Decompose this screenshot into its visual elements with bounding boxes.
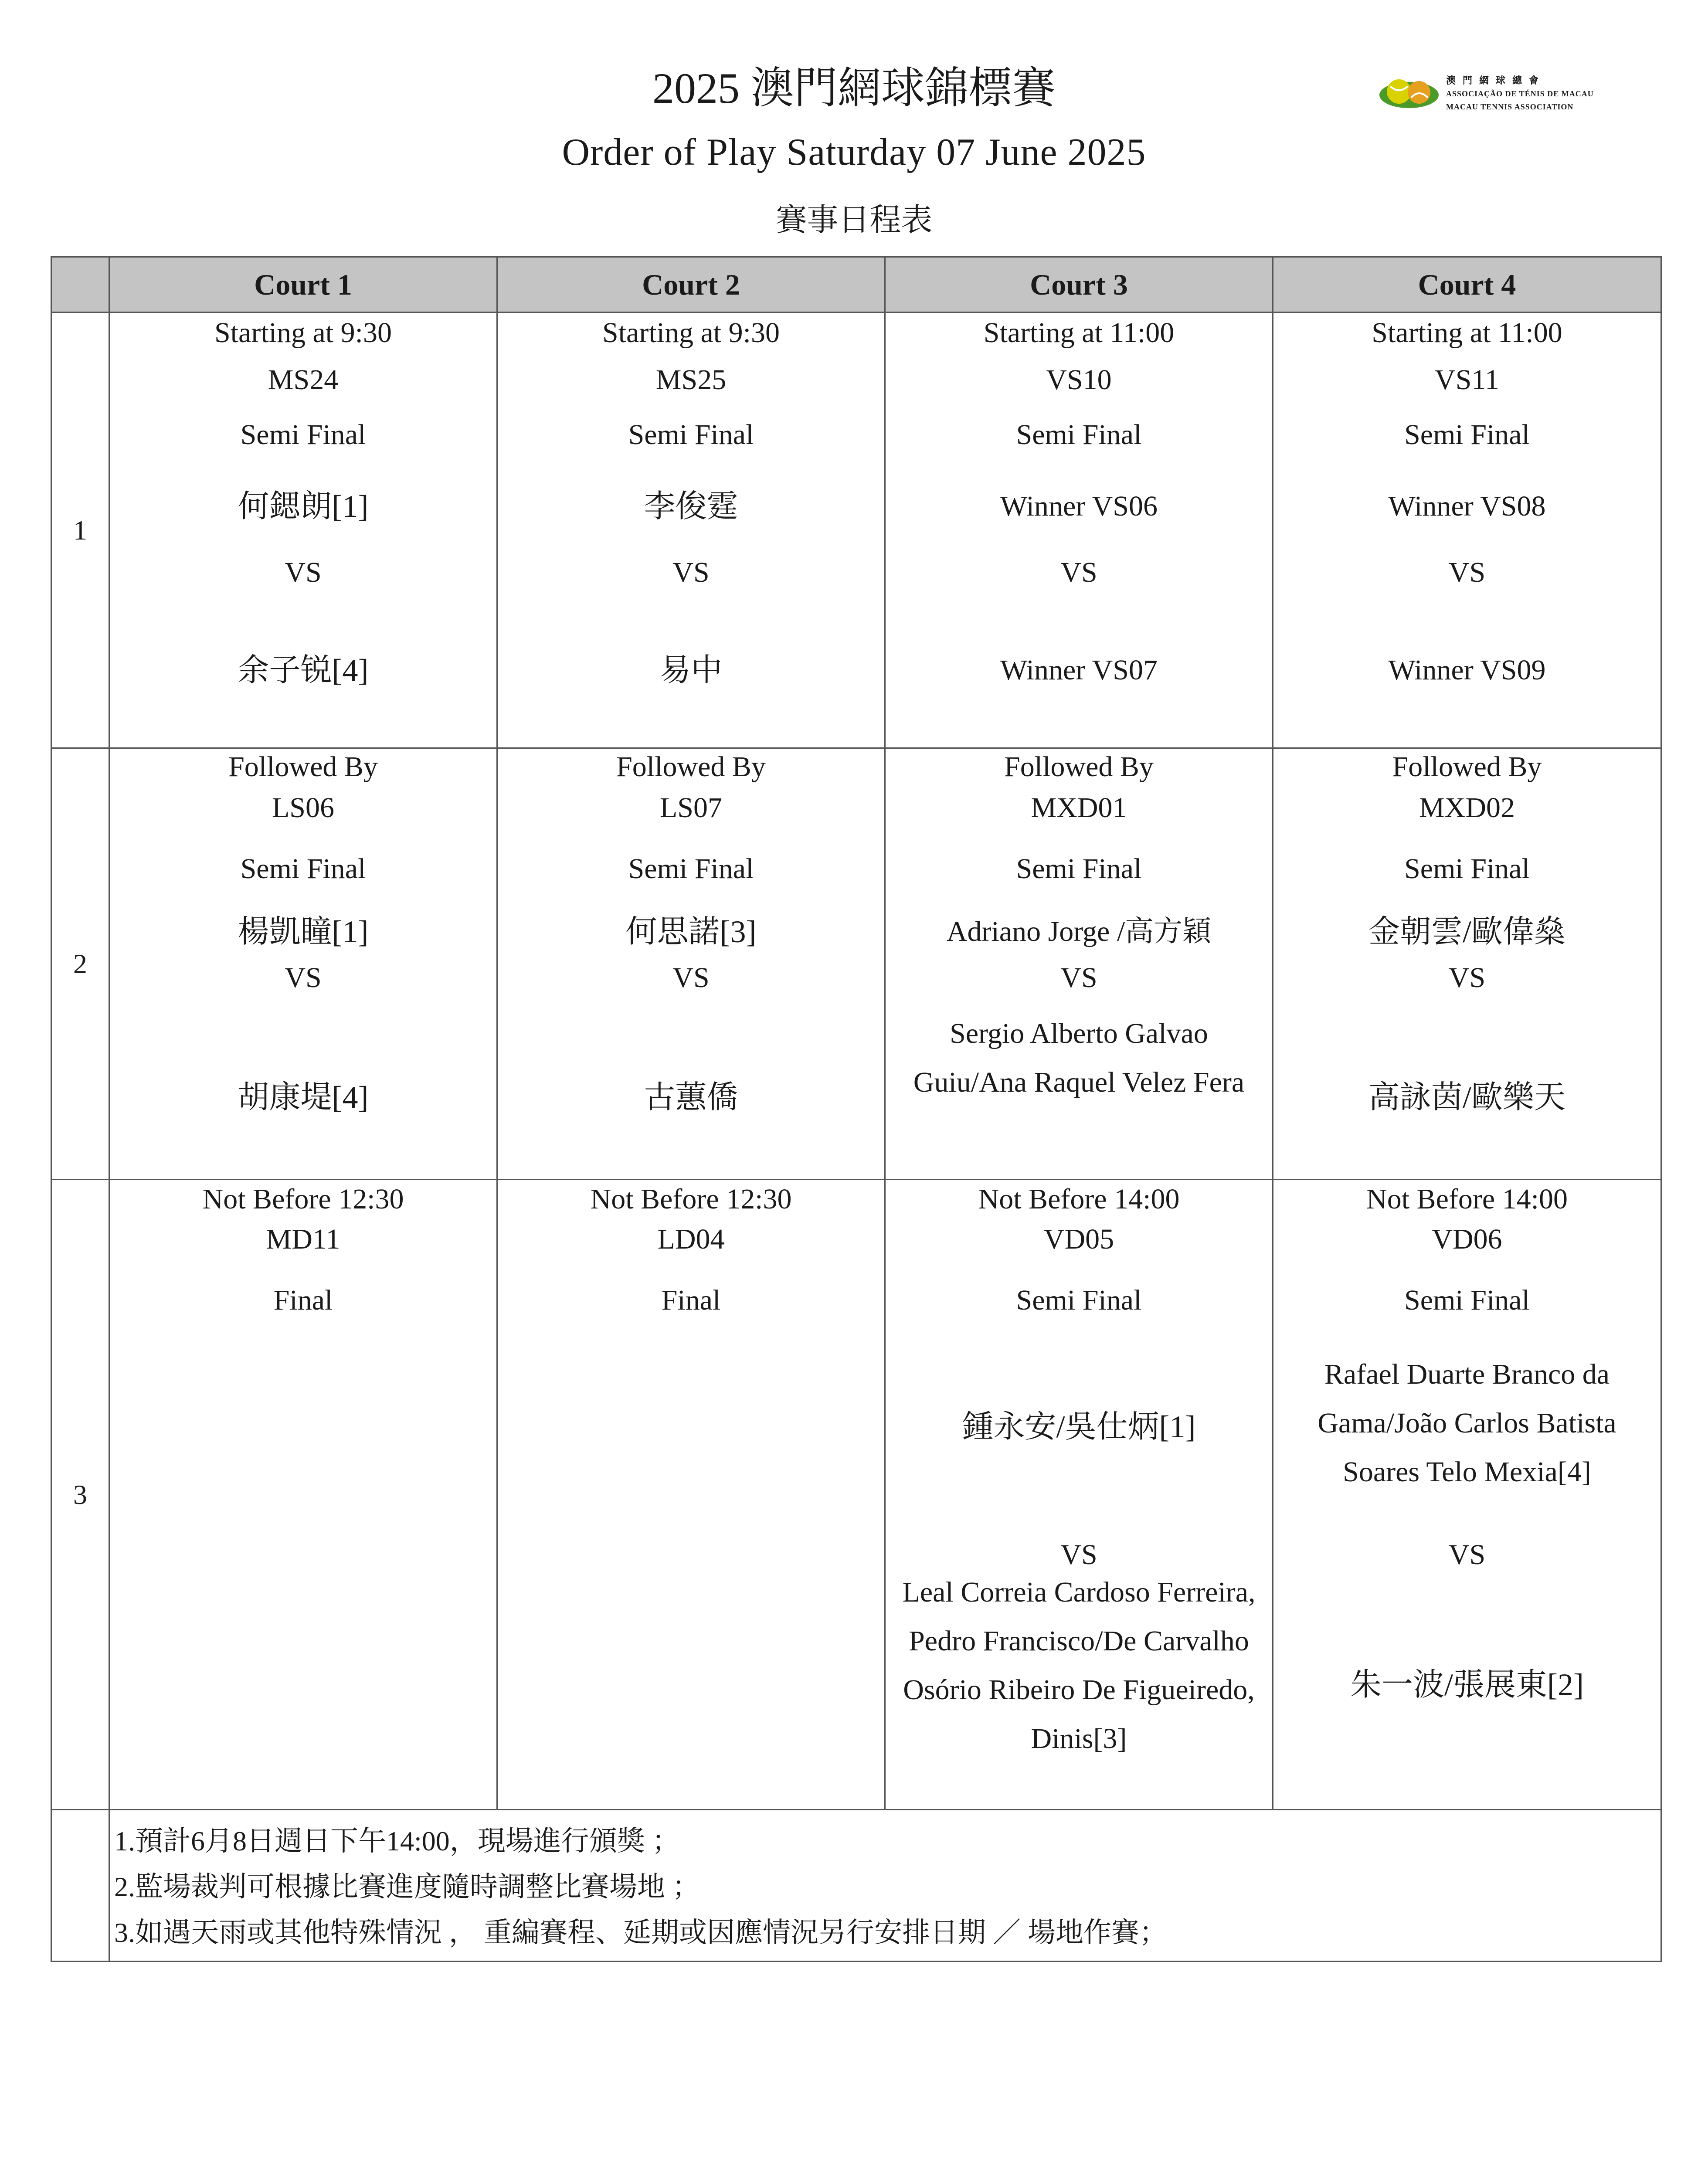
match-timing: Followed By (1004, 751, 1154, 783)
match-round: Semi Final (240, 853, 366, 885)
row-label: 2 (51, 748, 109, 1180)
match-code: MS25 (655, 364, 727, 396)
match-cell-r3-c2 (497, 1180, 885, 1810)
association-logo (1376, 70, 1620, 118)
court-header-row (51, 257, 1661, 312)
match-round: Semi Final (1016, 853, 1142, 885)
match-code: VS10 (1046, 364, 1112, 396)
match-code: LS07 (659, 792, 723, 824)
match-cell-r2-c2 (497, 748, 885, 1180)
note-item: 1.預計6月8日週日下午14:00，現場進行頒獎 ； (114, 1826, 680, 1857)
match-round: Semi Final (1404, 419, 1530, 451)
match-cell-r2-c1 (109, 748, 497, 1180)
match-cell-r1-c2 (497, 312, 885, 748)
player-1: 鍾永安/吳仕炳[1] (962, 1409, 1196, 1444)
match-round: Semi Final (628, 419, 754, 451)
row-label: 3 (51, 1180, 109, 1810)
title-order-of-play: Order of Play Saturday 07 June 2025 (562, 131, 1146, 173)
player-2: 高詠茵/歐樂天 (1368, 1080, 1565, 1115)
versus-label: VS (1448, 962, 1486, 994)
versus-label: VS (672, 962, 710, 994)
player-2: 胡康堤[4] (238, 1080, 369, 1115)
versus-label: VS (1060, 1539, 1097, 1571)
player-2: Winner VS09 (1388, 654, 1546, 686)
player-1: Rafael Duarte Branco da Gama/João Carlos Batista Soares Telo Mexia[4] (1318, 1358, 1616, 1488)
match-row-2 (51, 748, 1661, 1180)
match-round: Semi Final (1016, 419, 1142, 451)
match-code: MXD02 (1419, 792, 1515, 824)
notes-label-cell (51, 1810, 109, 1962)
versus-label: VS (1448, 557, 1486, 588)
match-timing: Followed By (228, 751, 378, 783)
match-code: MXD01 (1031, 792, 1127, 824)
court-1-header: Court 1 (109, 257, 497, 312)
match-code: LD04 (657, 1223, 725, 1255)
player-1: 何鍶朗[1] (238, 489, 369, 524)
match-timing: Starting at 9:30 (602, 317, 780, 349)
player-1: Adriano Jorge /高方穎 (946, 916, 1212, 947)
match-round: Semi Final (628, 853, 754, 885)
tennis-ball-logo-icon (1376, 73, 1442, 112)
order-of-play-table (51, 256, 1662, 1962)
player-2: 古蕙僑 (644, 1080, 738, 1115)
player-2: Sergio Alberto Galvao Guiu/Ana Raquel Velez Fera (913, 1018, 1245, 1098)
player-1: 楊凱瞳[1] (238, 914, 369, 949)
match-round: Final (661, 1284, 721, 1316)
player-1: 金朝雲/歐偉燊 (1368, 914, 1565, 949)
match-timing: Starting at 9:30 (214, 317, 392, 349)
versus-label: VS (672, 557, 710, 588)
player-1: 何思諾[3] (625, 914, 757, 949)
match-cell-r2-c4 (1273, 748, 1661, 1180)
logo-name-zh: 澳門網球總會 (1446, 75, 1546, 86)
title-chinese: 2025 澳門網球錦標賽 (652, 64, 1056, 112)
player-1: Winner VS08 (1388, 490, 1546, 522)
note-item: 3.如遇天雨或其他特殊情況 ， 重編賽程、延期或因應情況另行安排日期 ／ 場地作賽； (114, 1917, 1167, 1948)
match-cell-r2-c3 (885, 748, 1273, 1180)
match-timing: Not Before 12:30 (202, 1183, 404, 1215)
match-row-1 (51, 312, 1661, 748)
match-code: VS11 (1435, 364, 1499, 396)
versus-label: VS (285, 962, 322, 994)
match-timing: Not Before 12:30 (590, 1183, 792, 1215)
match-timing: Not Before 14:00 (978, 1183, 1180, 1215)
match-timing: Starting at 11:00 (983, 317, 1175, 349)
versus-label: VS (1060, 557, 1097, 588)
match-cell-r3-c1 (109, 1180, 497, 1810)
match-row-3 (51, 1180, 1661, 1810)
notes-cell (109, 1810, 1661, 1962)
match-round: Semi Final (1404, 853, 1530, 885)
court-4-header: Court 4 (1273, 257, 1661, 312)
match-code: VD05 (1043, 1223, 1114, 1255)
match-cell-r1-c1 (109, 312, 497, 748)
match-round: Semi Final (1404, 1284, 1530, 1316)
player-2: 易中 (659, 653, 723, 688)
player-2: 余子锐[4] (238, 653, 369, 688)
logo-text (1446, 74, 1620, 113)
player-2: 朱一波/張展東[2] (1350, 1667, 1584, 1702)
match-round: Final (273, 1284, 333, 1316)
player-2: Winner VS07 (1000, 654, 1158, 686)
note-item: 2.監場裁判可根據比賽進度隨時調整比賽場地 ； (114, 1871, 700, 1902)
versus-label: VS (1448, 1539, 1486, 1571)
notes-row (51, 1810, 1661, 1962)
match-code: MS24 (268, 364, 339, 396)
match-timing: Followed By (1392, 751, 1542, 783)
versus-label: VS (1060, 962, 1097, 994)
player-1: 李俊霆 (644, 489, 738, 524)
match-code: LS06 (272, 792, 335, 824)
match-timing: Followed By (616, 751, 766, 783)
logo-name-en: MACAU TENNIS ASSOCIATION (1446, 102, 1574, 111)
match-round: Semi Final (1016, 1284, 1142, 1316)
match-cell-r3-c3 (885, 1180, 1273, 1810)
corner-header (51, 257, 109, 312)
match-code: VD06 (1432, 1223, 1502, 1255)
match-cell-r3-c4 (1273, 1180, 1661, 1810)
match-code: MD11 (266, 1223, 340, 1255)
page-header (0, 0, 1708, 253)
match-timing: Starting at 11:00 (1372, 317, 1562, 349)
court-3-header: Court 3 (885, 257, 1273, 312)
match-timing: Not Before 14:00 (1366, 1183, 1568, 1215)
row-label: 1 (51, 312, 109, 748)
court-2-header: Court 2 (497, 257, 885, 312)
player-1: Winner VS06 (1000, 490, 1158, 522)
player-2: Leal Correia Cardoso Ferreira, Pedro Francisco/De Carvalho Osório Ribeiro De Figueiredo, Dinis[3] (902, 1576, 1256, 1755)
subtitle-schedule: 賽事日程表 (775, 203, 933, 238)
match-round: Semi Final (240, 419, 366, 451)
logo-name-pt: ASSOCIAÇÃO DE TÉNIS DE MACAU (1446, 89, 1594, 98)
match-cell-r1-c4 (1273, 312, 1661, 748)
versus-label: VS (285, 557, 322, 588)
match-cell-r1-c3 (885, 312, 1273, 748)
